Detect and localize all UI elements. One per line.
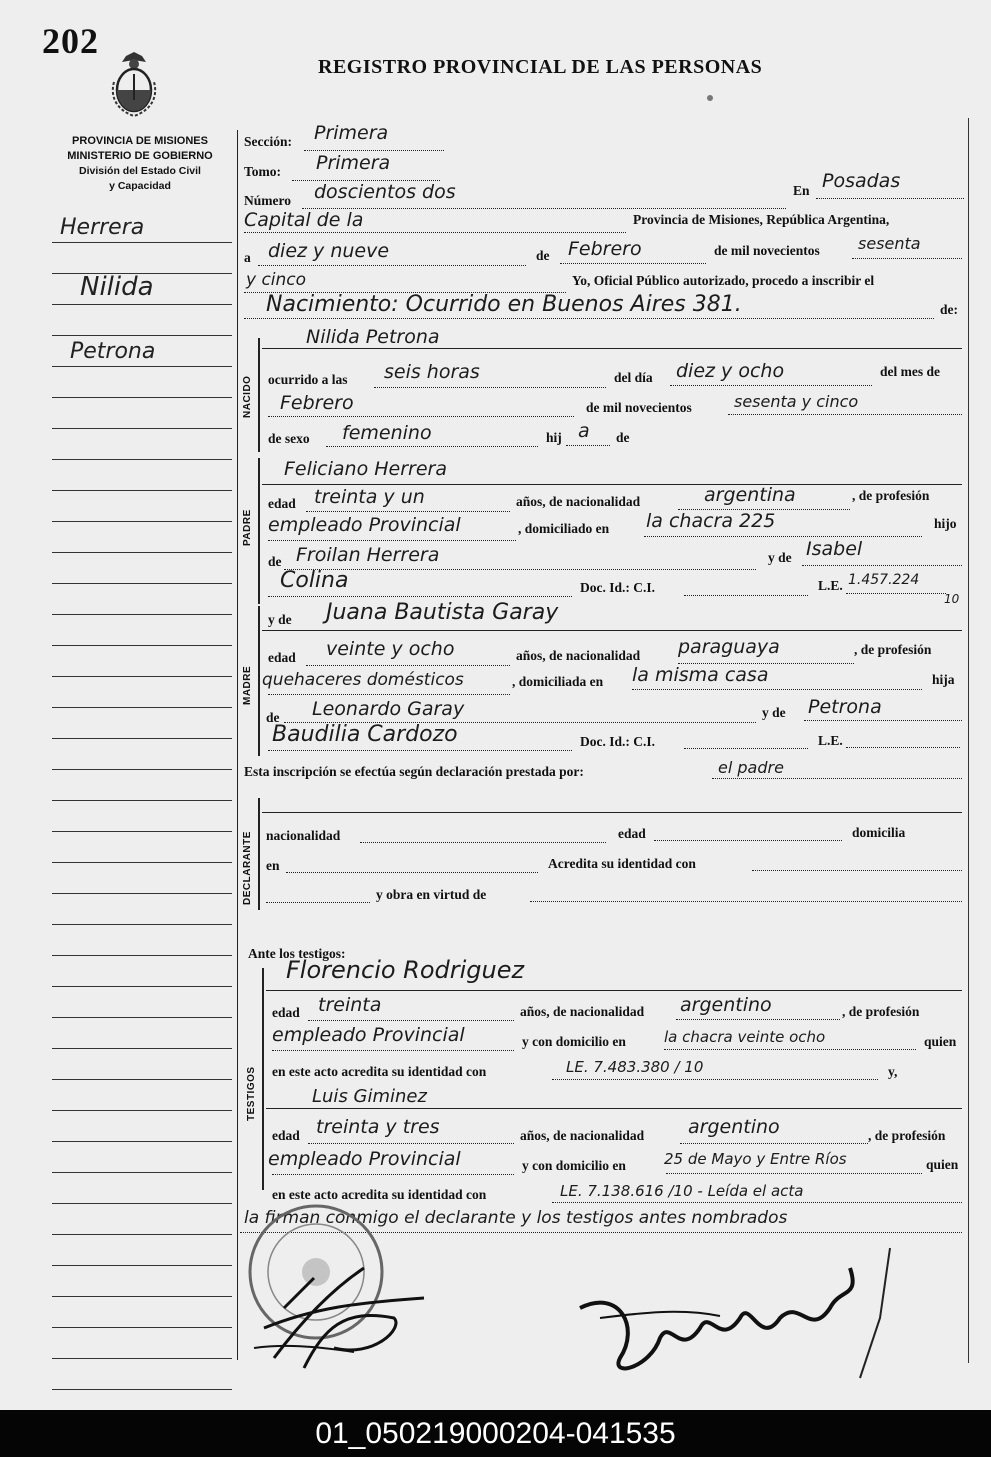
left-form-border xyxy=(237,130,238,1360)
padre-prof-label: , de profesión xyxy=(852,488,930,503)
del-mes-label: del mes de xyxy=(880,364,940,379)
en-value: Posadas xyxy=(822,170,901,192)
testigo1-acredita-label: en este acto acredita su identidad con xyxy=(272,1064,487,1079)
testigos-intro: Ante los testigos: xyxy=(248,946,346,961)
anio-value: sesenta y cinco xyxy=(734,392,859,411)
madre-yde2-label: y de xyxy=(762,705,786,720)
testigo2-dom-line xyxy=(666,1173,922,1174)
signature-left-scribble xyxy=(244,1248,454,1378)
padre-dom-value: la chacra 225 xyxy=(646,510,776,532)
padre-father-of: Froilan Herrera xyxy=(296,544,440,566)
testigo2-doc-value: LE. 7.138.616 /10 - Leída el acta xyxy=(560,1182,804,1200)
madre-mother-line xyxy=(804,720,962,721)
hija-label: hija xyxy=(932,672,955,687)
nacido-de-label: de xyxy=(616,430,630,445)
margin-row xyxy=(52,1328,232,1359)
declarante-en-label: en xyxy=(266,858,280,873)
image-footer-code: 01_050219000204-041535 xyxy=(0,1410,991,1457)
madre-name-line xyxy=(262,630,962,631)
testigo2-edad-line xyxy=(308,1143,514,1144)
authority-province: PROVINCIA DE MISIONES xyxy=(72,135,208,147)
padre-yde-label: y de xyxy=(768,550,792,565)
anio-line xyxy=(728,414,962,415)
year-line xyxy=(852,258,962,259)
ocurrido-label: ocurrido a las xyxy=(268,372,348,387)
padre-nac-value: argentina xyxy=(704,484,796,506)
madre-nac-label: años, de nacionalidad xyxy=(516,648,641,663)
declarante-acredita-line xyxy=(752,870,962,871)
numero-value: doscientos dos xyxy=(314,181,456,203)
testigo2-prof-value: empleado Provincial xyxy=(268,1148,461,1170)
margin-row xyxy=(52,925,232,956)
margin-row xyxy=(52,1390,232,1410)
madre-section-label: MADRE xyxy=(242,665,253,705)
year-label: de mil novecientos xyxy=(714,243,820,258)
testigo2-nac-line xyxy=(680,1143,868,1144)
madre-dom-label: , domiciliada en xyxy=(512,674,604,689)
padre-name: Feliciano Herrera xyxy=(284,458,447,480)
nacido-section-label: NACIDO xyxy=(242,375,253,419)
padre-mother-line xyxy=(802,565,962,566)
declaracion-value: el padre xyxy=(718,758,784,777)
declarante-edad-label: edad xyxy=(618,826,646,841)
seccion-value: Primera xyxy=(314,122,389,144)
declarante-section-label: DECLARANTE xyxy=(242,831,253,905)
margin-row xyxy=(52,1142,232,1173)
declarante-bracket xyxy=(258,798,260,910)
place-line xyxy=(244,232,626,233)
testigo2-nac-value: argentino xyxy=(688,1116,780,1138)
padre-le-value: 1.457.224 xyxy=(848,572,920,588)
margin-surname: Herrera xyxy=(60,215,145,240)
document-title: REGISTRO PROVINCIAL DE LAS PERSONAS xyxy=(318,56,763,78)
madre-father-of: Leonardo Garay xyxy=(312,698,465,720)
authority-division-cont: y Capacidad xyxy=(109,180,171,192)
madre-dom-value: la misma casa xyxy=(632,664,769,686)
testigo2-dom-label: y con domicilio en xyxy=(522,1158,626,1173)
sexo-label: de sexo xyxy=(268,431,310,446)
testigo2-doc-line xyxy=(552,1202,962,1203)
margin-row xyxy=(52,1204,232,1235)
madre-mother-of: Petrona xyxy=(808,696,882,718)
tomo-value: Primera xyxy=(316,152,391,174)
hora-line xyxy=(374,387,606,388)
margin-row xyxy=(52,739,232,770)
margin-row xyxy=(52,1080,232,1111)
testigo1-prof-label: , de profesión xyxy=(842,1004,920,1019)
margin-row xyxy=(52,1173,232,1204)
hij-line xyxy=(566,445,610,446)
ink-dot xyxy=(707,95,713,101)
madre-prof-value: quehaceres domésticos xyxy=(262,670,464,690)
padre-mother-of: Isabel xyxy=(806,538,863,560)
margin-row xyxy=(52,1111,232,1142)
declarante-name-line xyxy=(262,812,962,813)
margin-row xyxy=(52,491,232,522)
testigos-bracket xyxy=(262,968,264,1190)
testigo1-prof-value: empleado Provincial xyxy=(272,1024,465,1046)
madre-edad-line xyxy=(306,665,510,666)
padre-le-suffix: 10 xyxy=(944,592,960,606)
madre-nac-value: paraguaya xyxy=(678,636,780,658)
padre-dom-line xyxy=(644,536,922,537)
margin-row xyxy=(52,522,232,553)
testigo1-nac-label: años, de nacionalidad xyxy=(520,1004,645,1019)
coat-of-arms-emblem xyxy=(108,52,160,122)
madre-doc-line xyxy=(684,748,808,749)
date-day-value: diez y nueve xyxy=(268,240,390,262)
margin-row xyxy=(52,708,232,739)
testigo1-dom-label: y con domicilio en xyxy=(522,1034,626,1049)
date-day-line xyxy=(258,265,526,266)
testigo1-doc-line xyxy=(552,1079,878,1080)
del-dia-label: del día xyxy=(614,370,653,385)
padre-father-line xyxy=(284,569,756,570)
madre-yde-label: y de xyxy=(268,612,292,627)
declarante-edad-line xyxy=(654,840,842,841)
margin-row xyxy=(52,956,232,987)
declarante-acredita-label: Acredita su identidad con xyxy=(548,856,696,871)
year-cont-value: y cinco xyxy=(246,270,307,290)
date-a-label: a xyxy=(244,250,251,265)
testigo2-edad-label: edad xyxy=(272,1128,300,1143)
testigo1-nac-value: argentino xyxy=(680,994,772,1016)
padre-cont-line xyxy=(268,596,572,597)
madre-le-label: L.E. xyxy=(818,733,843,748)
date-de-label: de xyxy=(536,248,550,263)
hora-value: seis horas xyxy=(384,361,480,383)
date-month-line xyxy=(560,263,706,264)
testigo2-nac-label: años, de nacionalidad xyxy=(520,1128,645,1143)
margin-row xyxy=(52,677,232,708)
padre-dom-label: , domiciliado en xyxy=(518,521,610,536)
declarante-dom-label: domicilia xyxy=(852,825,906,840)
act-value: Nacimiento: Ocurrido en Buenos Aires 381. xyxy=(266,292,742,317)
declaracion-line xyxy=(712,778,962,779)
nacido-name-line xyxy=(262,348,962,349)
declaracion-text: Esta inscripción se efectúa según declaración prestada por: xyxy=(244,764,584,779)
margin-row xyxy=(52,770,232,801)
authority-ministry: MINISTERIO DE GOBIERNO xyxy=(67,150,213,162)
hijo-label: hijo xyxy=(934,516,957,531)
testigo2-name-line xyxy=(266,1108,962,1109)
madre-name: Juana Bautista Garay xyxy=(326,600,559,625)
seccion-label: Sección: xyxy=(244,134,292,149)
testigo1-edad-line xyxy=(308,1020,514,1021)
margin-row xyxy=(52,1018,232,1049)
declarante-en-line xyxy=(286,872,538,873)
padre-nac-label: años, de nacionalidad xyxy=(516,494,641,509)
margin-row xyxy=(52,615,232,646)
madre-prof-label: , de profesión xyxy=(854,642,932,657)
margin-row xyxy=(52,1266,232,1297)
margin-row xyxy=(52,243,232,274)
madre-de-label: de xyxy=(266,710,280,725)
madre-edad-value: veinte y ocho xyxy=(326,638,455,660)
oficial-text: Yo, Oficial Público autorizado, procedo a inscribir el xyxy=(572,273,875,288)
declarante-doc-line xyxy=(266,902,370,903)
declarante-nac-label: nacionalidad xyxy=(266,828,341,843)
testigos-section-label: TESTIGOS xyxy=(246,1066,257,1122)
sexo-value: femenino xyxy=(342,422,432,444)
margin-row xyxy=(52,336,232,367)
signature-right xyxy=(560,1238,920,1388)
padre-le-line xyxy=(846,593,946,594)
margin-row xyxy=(52,460,232,491)
padre-doc-label: Doc. Id.: C.I. xyxy=(580,580,656,595)
margin-row xyxy=(52,367,232,398)
margin-row xyxy=(52,832,232,863)
numero-line xyxy=(302,208,786,209)
padre-edad-value: treinta y un xyxy=(314,486,425,508)
numero-label: Número xyxy=(244,193,291,208)
mes-value: Febrero xyxy=(280,392,354,414)
padre-edad-label: edad xyxy=(268,496,296,511)
en-label: En xyxy=(793,183,810,198)
testigo1-prof-line xyxy=(272,1050,514,1051)
declarante-obra-label: y obra en virtud de xyxy=(376,887,487,902)
authority-division: División del Estado Civil xyxy=(79,165,201,177)
testigo2-acredita-label: en este acto acredita su identidad con xyxy=(272,1187,487,1202)
dia-value: diez y ocho xyxy=(676,360,785,382)
declarante-obra-line xyxy=(530,901,962,902)
anio-label: de mil novecientos xyxy=(586,400,692,415)
padre-section-label: PADRE xyxy=(242,509,253,547)
right-form-border xyxy=(968,118,969,1363)
padre-name-line xyxy=(262,484,962,485)
testigo1-nac-line xyxy=(676,1019,840,1020)
testigo2-prof-line xyxy=(272,1174,514,1175)
madre-doc-label: Doc. Id.: C.I. xyxy=(580,734,656,749)
testigo1-dom-line xyxy=(664,1049,916,1050)
padre-prof-value: empleado Provincial xyxy=(268,514,461,536)
madre-cont-line xyxy=(268,750,572,751)
en-line xyxy=(816,198,964,199)
margin-row xyxy=(52,553,232,584)
margin-row xyxy=(52,987,232,1018)
margin-row xyxy=(52,863,232,894)
provincia-text: Provincia de Misiones, República Argentina, xyxy=(633,212,890,227)
testigo2-edad-value: treinta y tres xyxy=(316,1116,440,1138)
testigo2-dom-value: 25 de Mayo y Entre Ríos xyxy=(664,1150,847,1168)
margin-row xyxy=(52,1049,232,1080)
place-value: Capital de la xyxy=(244,209,364,231)
testigo1-y-label: y, xyxy=(888,1064,898,1079)
act-line xyxy=(244,318,934,319)
dia-line xyxy=(670,385,872,386)
margin-first-name: Nilida xyxy=(80,272,154,302)
nacido-bracket xyxy=(258,338,260,452)
madre-prof-line xyxy=(268,694,510,695)
madre-dom-line xyxy=(632,689,922,690)
declarante-nac-line xyxy=(360,842,606,843)
padre-bracket xyxy=(258,458,260,604)
madre-le-line xyxy=(846,747,960,748)
closing-text: la firman conmigo el declarante y los testigos antes nombrados xyxy=(244,1208,788,1228)
madre-cont-value: Baudilia Cardozo xyxy=(272,722,458,747)
testigo1-name-line xyxy=(266,990,962,991)
margin-row xyxy=(52,646,232,677)
padre-cont-value: Colina xyxy=(280,568,349,593)
margin-row xyxy=(52,584,232,615)
margin-row xyxy=(52,212,232,243)
testigo1-dom-value: la chacra veinte ocho xyxy=(664,1028,826,1046)
testigo1-doc-value: LE. 7.483.380 / 10 xyxy=(566,1058,704,1076)
margin-row xyxy=(52,305,232,336)
margin-row xyxy=(52,894,232,925)
nacido-name: Nilida Petrona xyxy=(306,326,440,348)
sexo-line xyxy=(326,446,538,447)
padre-edad-line xyxy=(306,511,510,512)
testigo2-quien-label: quien xyxy=(926,1157,959,1172)
issuing-authority xyxy=(48,134,232,194)
padre-prof-line xyxy=(268,540,516,541)
padre-le-label: L.E. xyxy=(818,578,843,593)
testigo1-edad-label: edad xyxy=(272,1005,300,1020)
margin-row xyxy=(52,398,232,429)
de-colon-label: de: xyxy=(940,302,958,317)
margin-row xyxy=(52,274,232,305)
margin-ruled-column xyxy=(52,212,232,1410)
margin-second-name: Petrona xyxy=(70,339,156,364)
margin-row xyxy=(52,1297,232,1328)
margin-row xyxy=(52,1359,232,1390)
testigo1-edad-value: treinta xyxy=(318,994,382,1016)
date-month-value: Febrero xyxy=(568,238,642,260)
seccion-line xyxy=(304,150,444,151)
margin-row xyxy=(52,1235,232,1266)
margin-row xyxy=(52,429,232,460)
testigo2-name: Luis Giminez xyxy=(312,1086,427,1107)
page-number: 202 xyxy=(42,21,99,61)
padre-doc-line xyxy=(684,595,808,596)
tomo-label: Tomo: xyxy=(244,164,282,179)
madre-edad-label: edad xyxy=(268,650,296,665)
testigo2-prof-label: , de profesión xyxy=(868,1128,946,1143)
hij-value: a xyxy=(578,420,590,442)
testigo1-quien-label: quien xyxy=(924,1034,957,1049)
hij-label: hij xyxy=(546,430,562,445)
madre-bracket xyxy=(258,606,260,756)
margin-row xyxy=(52,801,232,832)
testigo1-name: Florencio Rodriguez xyxy=(286,956,525,984)
mes-line xyxy=(268,416,574,417)
year-value: sesenta xyxy=(858,234,921,253)
padre-de-label: de xyxy=(268,554,282,569)
